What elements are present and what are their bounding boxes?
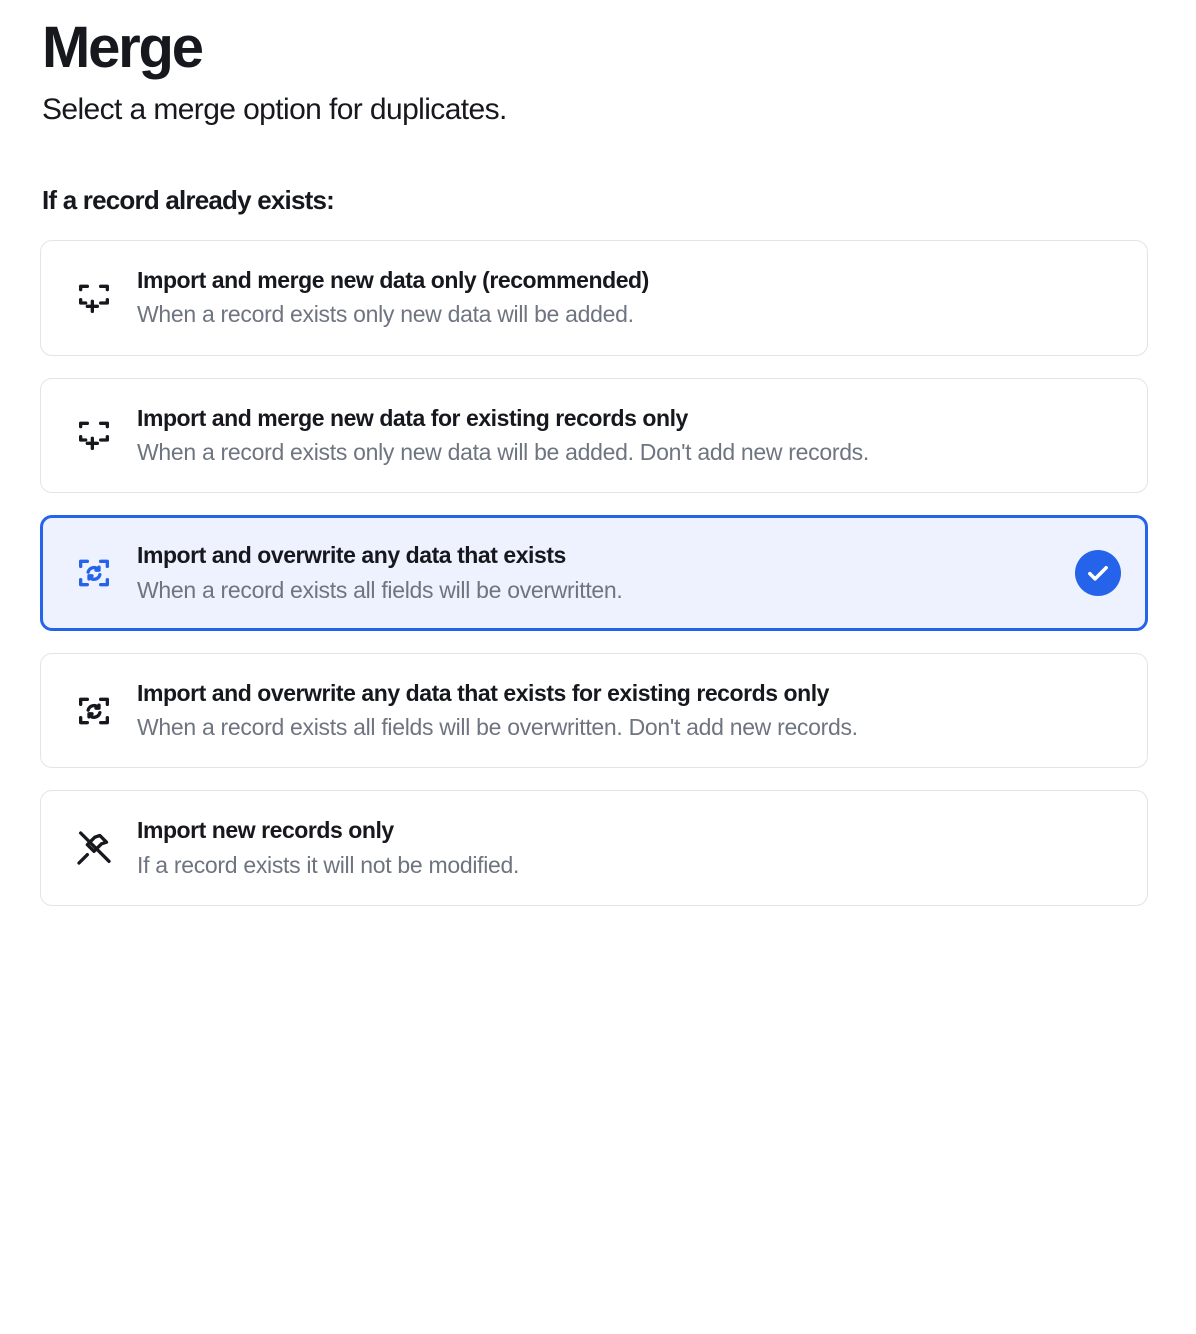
option-description: When a record exists all fields will be overwritten.: [137, 576, 623, 603]
option-title: Import new records only: [137, 817, 394, 844]
option-title: Import and merge new data only (recommended): [137, 266, 649, 293]
option-title: Import and merge new data for existing records only: [137, 404, 688, 431]
import-merge-icon: [71, 412, 117, 458]
option-description: When a record exists only new data will be added. Don't add new records.: [137, 438, 869, 465]
merge-option-import-and-overwrite-any-data[interactable]: [40, 515, 1148, 631]
merge-option-import-and-overwrite-existing-records-only[interactable]: [40, 653, 1148, 769]
section-label: If a record already exists:: [42, 184, 334, 215]
overwrite-sync-icon: [71, 550, 117, 596]
pin-off-icon: [71, 825, 117, 871]
import-merge-icon: [71, 275, 117, 321]
selected-check-icon: [1075, 550, 1121, 596]
overwrite-sync-icon: [71, 688, 117, 734]
option-text: [137, 403, 1121, 469]
option-description: When a record exists all fields will be overwritten. Don't add new records.: [137, 714, 858, 741]
option-text: [137, 678, 1121, 744]
option-text: [137, 265, 1121, 331]
merge-option-import-and-merge-new-data-only[interactable]: [40, 240, 1148, 356]
option-description: When a record exists only new data will be added.: [137, 301, 634, 328]
option-title: Import and overwrite any data that exists: [137, 542, 566, 569]
page-subtitle: Select a merge option for duplicates.: [42, 92, 507, 126]
option-text: [137, 815, 1121, 881]
merge-options-list: [40, 240, 1148, 906]
merge-option-import-new-records-only[interactable]: [40, 790, 1148, 906]
option-text: [137, 540, 1045, 606]
option-description: If a record exists it will not be modified.: [137, 851, 520, 878]
option-title: Import and overwrite any data that exists for existing records only: [137, 679, 829, 706]
page-title: Merge: [42, 15, 202, 80]
merge-option-import-and-merge-existing-records-only[interactable]: [40, 378, 1148, 494]
